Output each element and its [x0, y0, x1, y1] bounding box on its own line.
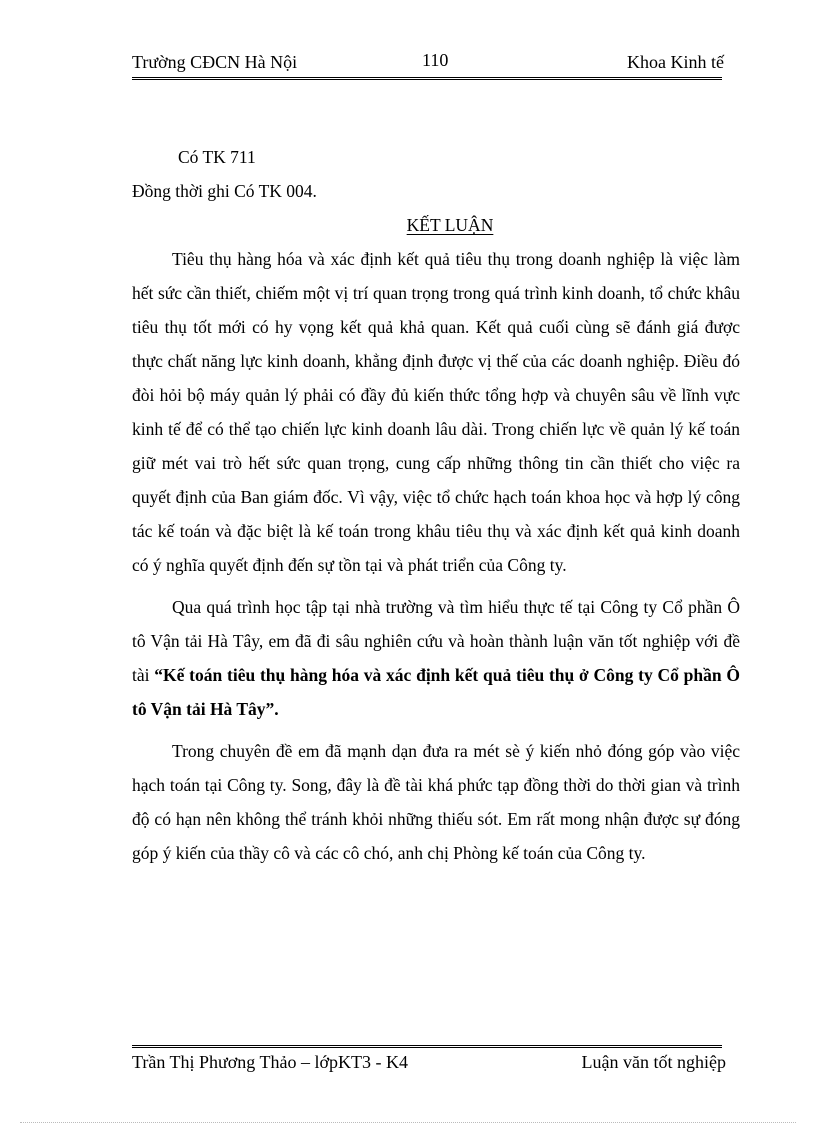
paragraph-2-text: Qua quá trình học tập tại nhà trường và tìm hiểu thực tế tại Công ty Cổ phần Ô tô Vận tải Hà Tây, em đã đi sâu nghiên cứu và hoàn thành luận văn tốt nghiệp với đề tài — [132, 597, 740, 685]
paragraph-1: Tiêu thụ hàng hóa và xác định kết quả tiêu thụ trong doanh nghiệp là việc làm hết sức cần thiết, chiếm một vị trí quan trọng trong quá trình kinh doanh, tổ chức khâu tiêu thụ tốt mới có hy vọng kết quả khả quan. Kết quả cuối cùng sẽ đánh giá được thực chất năng lực kinh doanh, khẳng định được vị thế của các doanh nghiệp. Điều đó đòi hỏi bộ máy quản lý phải có đầy đủ kiến thức tổng hợp và chuyên sâu về lĩnh vực kinh tế để có thể tạo chiến lực kinh doanh lâu dài. Trong chiến lực về quản lý kế toán giữ mét vai trò hết sức quan trọng, cung cấp những thông tin cần thiết cho việc ra quyết định của Ban giám đốc. Vì vậy, việc tổ chức hạch toán khoa học và hợp lý công tác kế toán và đặc biệt là kế toán trong khâu tiêu thụ và xác định kết quả kinh doanh có ý nghĩa quyết định đến sự tồn tại và phát triển của Công ty. — [132, 249, 740, 575]
page-number: 110 — [422, 50, 449, 70]
entry-line-simultaneous: Đồng thời ghi Có TK 004. — [132, 181, 317, 201]
footer-author: Trần Thị Phương Thảo – lớpKT3 - K4 — [132, 1052, 408, 1072]
header-department: Khoa Kinh tế — [627, 52, 724, 72]
thesis-title: “Kế toán tiêu thụ hàng hóa và xác định kết quả tiêu thụ ở Công ty Cổ phần Ô tô Vận tải Hà Tây”. — [132, 665, 740, 719]
entry-line-credit: Có TK 711 — [178, 147, 256, 167]
paragraph-2 — [132, 590, 740, 726]
footer-doc-type: Luận văn tốt nghiệp — [581, 1052, 726, 1072]
section-heading: KẾT LUẬN — [406, 215, 494, 235]
footer-divider — [132, 1045, 722, 1048]
page-header — [132, 52, 724, 76]
paragraph-3: Trong chuyên đề em đã mạnh dạn đưa ra mét sè ý kiến nhỏ đóng góp vào việc hạch toán tại Công ty. Song, đây là đề tài khá phức tạp đồng thời do thời gian và trình độ có hạn nên không thể tránh khỏi những thiếu sót. Em rất mong nhận được sự đóng góp ý kiến của thầy cô và các cô chó, anh chị Phòng kế toán của Công ty. — [132, 741, 740, 863]
header-divider — [132, 77, 722, 80]
header-school: Trường CĐCN Hà Nội — [132, 52, 298, 72]
page-content — [132, 140, 740, 870]
